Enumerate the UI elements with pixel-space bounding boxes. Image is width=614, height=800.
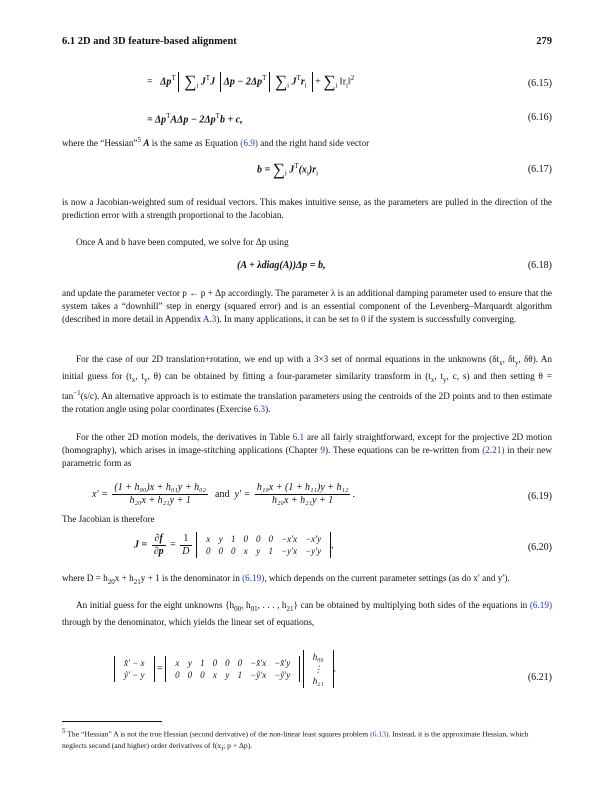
- matrix-cell: y: [218, 534, 223, 544]
- ref-chapter-9[interactable]: 9: [320, 445, 326, 455]
- text: is the same as Equation: [149, 138, 241, 149]
- transpose-sup: T: [296, 73, 301, 82]
- index: i: [316, 169, 319, 178]
- transpose-sup: T: [294, 161, 299, 170]
- matrix-cell: x: [175, 658, 180, 668]
- running-header: [62, 36, 552, 52]
- matrix-cell: 0: [212, 658, 218, 668]
- matrix-cell: 0: [256, 534, 261, 544]
- lhs-cell: ŷ′ − y: [124, 670, 145, 680]
- text: and the right hand side vector: [257, 138, 370, 149]
- vec-cell: ⋮: [313, 664, 323, 674]
- matrix-cell: −x̂′x: [250, 658, 267, 668]
- text: are all fairly straightforward, except for the projective 2D motion (homography), which arises in image-stitching applications (Chapter: [62, 432, 552, 455]
- equation-6-15: [62, 66, 552, 100]
- bracket-jtj: [178, 72, 221, 92]
- paragraph-5: [62, 353, 552, 416]
- matrix-row-2: [171, 669, 294, 681]
- section-title: 6.1 2D and 3D feature-based alignment: [62, 36, 237, 47]
- equation-6-16: [62, 112, 552, 128]
- eq-6-18-label: (6.18): [527, 260, 552, 271]
- matrix-cell: −ŷ′x: [250, 670, 267, 680]
- text: An initial guess for the eight unknowns {h: [76, 600, 235, 610]
- frac-num: ∂f: [152, 533, 166, 546]
- text: . Instead, it is the approximate Hessian, which neglects second (and higher) order derivatives of f(x: [62, 729, 529, 750]
- frac-num: 1: [180, 533, 191, 546]
- frac-1-over-d: [180, 533, 191, 558]
- eq-6-19-label: (6.19): [527, 491, 552, 502]
- matrix-cell: −x′x: [281, 534, 298, 544]
- jacobian: J: [289, 164, 295, 176]
- matrix-cell: 0: [268, 534, 274, 544]
- text: For the other 2D motion models, the derivatives in Table: [76, 432, 293, 442]
- sup: −1: [73, 388, 81, 397]
- comma: ,: [331, 539, 334, 551]
- norm-open: ‖r: [339, 76, 347, 88]
- period: .: [352, 488, 355, 500]
- ref-table-6-1[interactable]: 6.1: [292, 432, 305, 442]
- matrix-cell: 0: [225, 658, 230, 668]
- text: , δt: [502, 354, 515, 364]
- paragraph-2: is now a Jacobian-weighted sum of residual vectors. This makes intuitive sense, as the parameters are pulled in the direction of the prediction error with a strength proportional to the Jacobian.: [62, 197, 552, 220]
- matrix-row-1: [171, 657, 294, 669]
- eq-6-17-x: (x: [298, 164, 307, 176]
- text: , θ) can be obtained by fitting a four-parameter similarity transform in (t: [147, 370, 431, 381]
- plus-sign: +: [315, 76, 321, 88]
- matrix-cell: 1: [231, 534, 236, 544]
- index: i: [306, 169, 309, 178]
- eq-6-17-r: )r: [308, 164, 317, 176]
- lhs-vector: [114, 656, 155, 682]
- sub: y: [514, 358, 519, 367]
- residual: r: [300, 76, 305, 88]
- matrix-row-2: [202, 545, 325, 557]
- matrix-cell: −y′y: [305, 546, 322, 556]
- eq-6-15-mid: Δp − 2Δp: [223, 76, 263, 88]
- norm-close: ‖: [347, 76, 351, 88]
- equation-6-18: [62, 260, 552, 276]
- frac-den: h₂₀x + h₂₁y + 1: [272, 495, 334, 506]
- footnote-rule: [62, 721, 162, 722]
- jacobian: J: [291, 76, 297, 88]
- sub: y: [143, 375, 148, 384]
- matrix-table: [202, 533, 325, 557]
- vec-cell: h₀₀: [312, 652, 324, 662]
- matrix-6-20: [196, 532, 331, 558]
- transpose-sup: T: [171, 73, 176, 82]
- equation-6-21: [62, 650, 552, 710]
- matrix-cell: 0: [231, 546, 236, 556]
- frac-num: (1 + h₀₀)x + h₀₁y + h₀₂: [114, 482, 207, 493]
- matrix-cell: 1: [237, 670, 243, 680]
- matrix-cell: y: [225, 670, 230, 680]
- lhs-cell: x̂′ − x: [124, 658, 145, 668]
- footnote-5: [62, 726, 552, 754]
- matrix-cell: −y′x: [281, 546, 298, 556]
- equation-6-17: $b = \sum_i$ $J^T(x_i)r_i$ (6.17): [257, 160, 552, 179]
- text: in their new parametric form as: [62, 445, 552, 468]
- sub: 00: [234, 604, 242, 613]
- equation-6-20: [62, 530, 552, 568]
- eq-6-15-body: = $\Delta p^T$ $\sum_i$ $J^TJ$ $\Delta p - 2\Delta p^T$ $\sum_i$ $J^Tr_i + \sum_i$ $‖r_i‖^2$: [147, 72, 355, 91]
- sub: i: [221, 744, 224, 753]
- sub: x: [131, 375, 136, 384]
- ref-eq-6-19[interactable]: (6.19): [242, 573, 265, 583]
- matrix-cell: 0: [243, 534, 249, 544]
- transpose-sup: T: [205, 73, 211, 82]
- text: ). These equations can be re-written from: [325, 445, 483, 455]
- paragraph-3: Once A and b have been computed, we solve for Δp using: [76, 237, 289, 247]
- residual-index: i: [304, 81, 307, 90]
- and-word: and: [215, 488, 230, 500]
- paragraph-6: [62, 431, 552, 470]
- text: } can be obtained by multiplying both sides of the equations in: [293, 600, 530, 610]
- frac-y-prime: [255, 482, 351, 507]
- unknown-vector: [303, 650, 334, 688]
- text: , c, s) and then setting θ = tan: [62, 370, 552, 401]
- matrix-cell: y: [256, 546, 261, 556]
- matrix-cell: −ŷ′y: [274, 670, 291, 680]
- text: (s/c). An alternative approach is to estimate the translation parameters using the centroids of the 2D points and to then estimate the rotation angle using polar coordinates (Exercise: [62, 390, 552, 414]
- matrix-cell: 0: [200, 670, 205, 680]
- eq-6-17-label: (6.17): [527, 164, 552, 175]
- matrix-cell: −x̂′y: [274, 658, 291, 668]
- paragraph-9: [62, 599, 552, 629]
- text: For the case of our 2D translation+rotation, we end up with a 3×3 set of normal equations in the unknowns (δt: [76, 354, 500, 364]
- eq-6-15-label: (6.15): [527, 78, 552, 89]
- y-prime: y′ =: [234, 488, 251, 500]
- text: , . . . , h: [257, 600, 287, 610]
- eq-6-17-lhs: b =: [257, 164, 273, 176]
- jacobian-lhs: J =: [134, 539, 148, 551]
- matrix-cell: 0: [206, 546, 211, 556]
- paragraph-7: The Jacobian is therefore: [62, 514, 155, 524]
- matrix-cell: 1: [268, 546, 274, 556]
- sum-index: i: [196, 81, 199, 90]
- matrix-cell: 0: [237, 658, 243, 668]
- vec-cell: h₂₁: [312, 676, 324, 686]
- sub: y: [443, 375, 447, 384]
- text: , h: [241, 600, 251, 610]
- eq-6-21-label: (6.21): [527, 672, 552, 683]
- transpose-sup: T: [215, 112, 220, 120]
- matrix-cell: 0: [175, 670, 180, 680]
- sub: x: [430, 375, 435, 384]
- eq-sign: =: [157, 663, 163, 675]
- footnote-number: 5: [62, 727, 66, 735]
- text: through by the denominator, which yields the linear set of equations,: [62, 616, 315, 627]
- matrix-cell: 1: [200, 658, 205, 668]
- paragraph-1: where the “Hessian”$^5$ A is the same as Equation (6.9) and the right hand side vector: [62, 136, 370, 149]
- text: x + h: [114, 573, 134, 583]
- sub: 21: [286, 604, 294, 613]
- ref-eq-6-9[interactable]: (6.9): [240, 138, 258, 149]
- jacobian: J: [210, 76, 216, 88]
- matrix-cell: −x′y: [305, 534, 322, 544]
- ref-exercise-6-3[interactable]: 6.3: [253, 403, 266, 414]
- period: .: [333, 663, 336, 675]
- frac-den: h₂₀x + h₂₁y + 1: [129, 495, 191, 506]
- eq-6-16-c: b + c,: [219, 114, 243, 126]
- sum-symbol: ∑: [184, 72, 197, 91]
- eq-6-18-body: (A + λdiag(A))Δp = b,: [237, 260, 326, 271]
- sub: 01: [250, 604, 258, 613]
- frac-den: ∂p: [153, 545, 164, 557]
- frac-den: D: [182, 545, 190, 557]
- transpose-sup: T: [166, 112, 171, 120]
- norm-square: 2: [350, 73, 355, 82]
- matrix-row-1: [202, 533, 325, 545]
- paragraph-4: [62, 287, 552, 326]
- text: where the “Hessian”: [62, 138, 138, 149]
- text: ; p + Δp).: [223, 740, 253, 750]
- matrix-cell: x: [212, 670, 217, 680]
- text: , t: [434, 370, 444, 381]
- eq-sign: =: [170, 539, 176, 551]
- text: where D = h: [62, 573, 108, 583]
- matrix-table: [171, 657, 294, 681]
- eq-6-16-a: = Δp: [147, 114, 167, 126]
- text: , δθ). An initial guess for (t: [62, 354, 552, 381]
- delta-p: Δp: [160, 76, 172, 88]
- eq-6-16-b: AΔp − 2Δp: [170, 114, 216, 126]
- ref-eq-2-21[interactable]: (2.21): [482, 445, 505, 455]
- matrix-6-21: [165, 656, 300, 682]
- footnote-marker: 5: [137, 136, 142, 144]
- text: , t: [135, 370, 144, 381]
- text: y + 1 is the denominator in: [140, 573, 243, 583]
- text: ). In many applications, it can be set to 0 if the system is successfully converging.: [216, 314, 517, 324]
- frac-num: h₁₀x + (1 + h₁₁)y + h₁₂: [256, 482, 349, 493]
- text: The “Hessian” A is not the true Hessian (second derivative) of the non-linear least squares problem: [65, 729, 371, 739]
- equation-6-19: [62, 482, 552, 514]
- ref-eq-6-19[interactable]: (6.19): [529, 600, 553, 610]
- matrix-cell: y: [187, 658, 192, 668]
- text: ).: [265, 403, 271, 414]
- matrix-cell: x: [206, 534, 211, 544]
- page-number: 279: [536, 36, 552, 47]
- text: and update the parameter vector p ← p + Δp accordingly. The parameter λ is an additional damping parameter used to ensure that the system takes a “downhill” step in energy (squared error) and is an essential component of the Levenberg–Marquardt algorithm (described in more detail in Appendix: [62, 288, 552, 324]
- norm-index: i: [346, 81, 348, 90]
- ref-appendix-a3[interactable]: A.3: [202, 314, 217, 324]
- frac-x-prime: [112, 482, 208, 507]
- matrix-cell: 0: [187, 670, 193, 680]
- sub: 21: [133, 577, 141, 586]
- sub: 20: [107, 577, 115, 586]
- frac-df-dp: [152, 533, 166, 558]
- ref-eq-6-13[interactable]: (6.13): [370, 729, 389, 739]
- eq-6-20-label: (6.20): [527, 542, 552, 553]
- matrix-cell: 0: [218, 546, 224, 556]
- jacobian: J: [200, 76, 206, 88]
- text: , which depends on the current parameter settings (as do x′ and y′).: [264, 573, 510, 583]
- bracket-jtr: $\sum_i$ $J^Tr_i$: [269, 72, 313, 92]
- transpose-sup: T: [262, 73, 267, 82]
- paragraph-8: [62, 572, 552, 589]
- sub: x: [499, 358, 503, 367]
- eq-sign: =: [147, 76, 153, 88]
- eq-6-16-label: (6.16): [527, 112, 552, 123]
- x-prime: x′ =: [92, 488, 108, 500]
- matrix-cell: x: [243, 546, 248, 556]
